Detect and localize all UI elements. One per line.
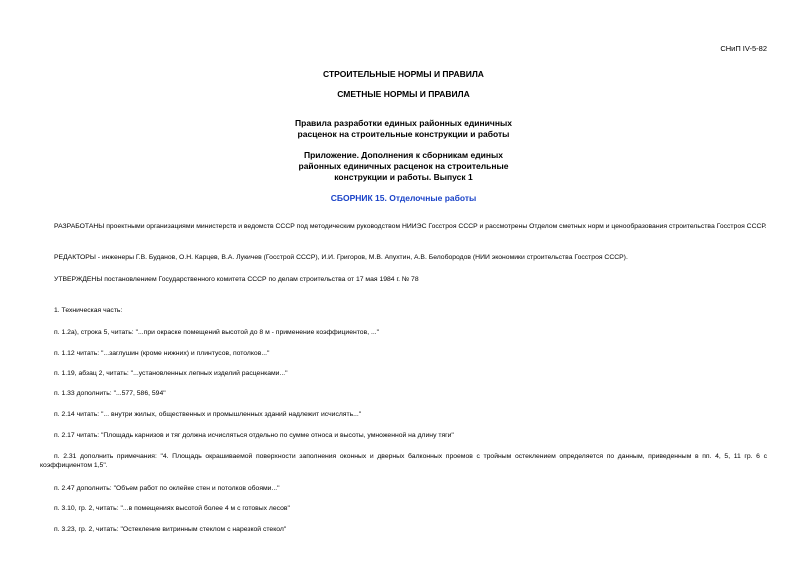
title-rules-line-2: расценок на строительные конструкции и работы — [297, 129, 510, 139]
list-item: п. 2.31 дополнить примечания: "4. Площадь окрашиваемой поверхности заполнения оконных и дверных балконных проемов с тройным остеклением определяется по данным, приведенным в пп. 4, 5, 11 гр. 6 с коэффициентом 1,5". — [40, 453, 767, 469]
list-item: п. 1.19, абзац 2, читать: "...установленных лепных изделий расценками..." — [54, 370, 288, 377]
list-item: п. 2.17 читать: "Площадь карнизов и тяг должна исчисляться отдельно по сумме относа и высоты, умноженной на длину тяги" — [54, 432, 454, 439]
approved-paragraph: УТВЕРЖДЕНЫ постановлением Государственного комитета СССР по делам строительства от 17 мая 1984 г. № 78 — [54, 276, 419, 283]
list-item: п. 3.10, гр. 2, читать: "...в помещениях высотой более 4 м с готовых лесов" — [54, 505, 290, 512]
title-building-norms: СТРОИТЕЛЬНЫЕ НОРМЫ И ПРАВИЛА — [323, 69, 484, 79]
list-item: п. 3.23, гр. 2, читать: "Остекление витринным стеклом с нарезкой стекол" — [54, 526, 287, 533]
list-item: п. 1.12 читать: "...заглушин (кроме нижних) и плинтусов, потолков..." — [54, 350, 270, 357]
list-item: п. 2.47 дополнить: "Объем работ по оклейке стен и потолков обоями..." — [54, 485, 280, 492]
list-item: п. 1.33 дополнить: "...577, 586, 594" — [54, 390, 166, 397]
collection-title: СБОРНИК 15. Отделочные работы — [330, 193, 477, 203]
list-item: п. 2.14 читать: "... внутри жилых, общественных и промышленных зданий надлежит исчислять..." — [54, 411, 362, 418]
title-appendix-line-3: конструкции и работы. Выпуск 1 — [334, 172, 473, 182]
list-item: п. 1.2а), строка 5, читать: "...при окраске помещений высотой до 8 м - применение коэффициентов, ..." — [54, 329, 380, 336]
title-appendix-line-2: районных единичных расценок на строительные — [298, 161, 509, 171]
title-appendix-line-1: Приложение. Дополнения к сборникам единых — [303, 150, 504, 160]
editors-paragraph: РЕДАКТОРЫ - инженеры Г.В. Буданов, О.Н. Карцев, В.А. Лукичев (Госстрой СССР), И.И. Григоров, М.В. Апухтин, А.В. Белобородов (НИИ экономики строительства Госстроя СССР). — [54, 254, 628, 261]
title-rules-line-1: Правила разработки единых районных единичных — [295, 118, 512, 128]
title-estimate-norms: СМЕТНЫЕ НОРМЫ И ПРАВИЛА — [337, 89, 470, 99]
developed-paragraph: РАЗРАБОТАНЫ проектными организациями министерств и ведомств СССР под методическим руководством НИИЭС Госстроя СССР и рассмотрены Отделом сметных норм и ценообразования строительства Госстроя СССР. — [54, 223, 767, 230]
section-heading: 1. Техническая часть: — [54, 307, 123, 314]
document-code: СНиП IV-5-82 — [720, 44, 767, 53]
